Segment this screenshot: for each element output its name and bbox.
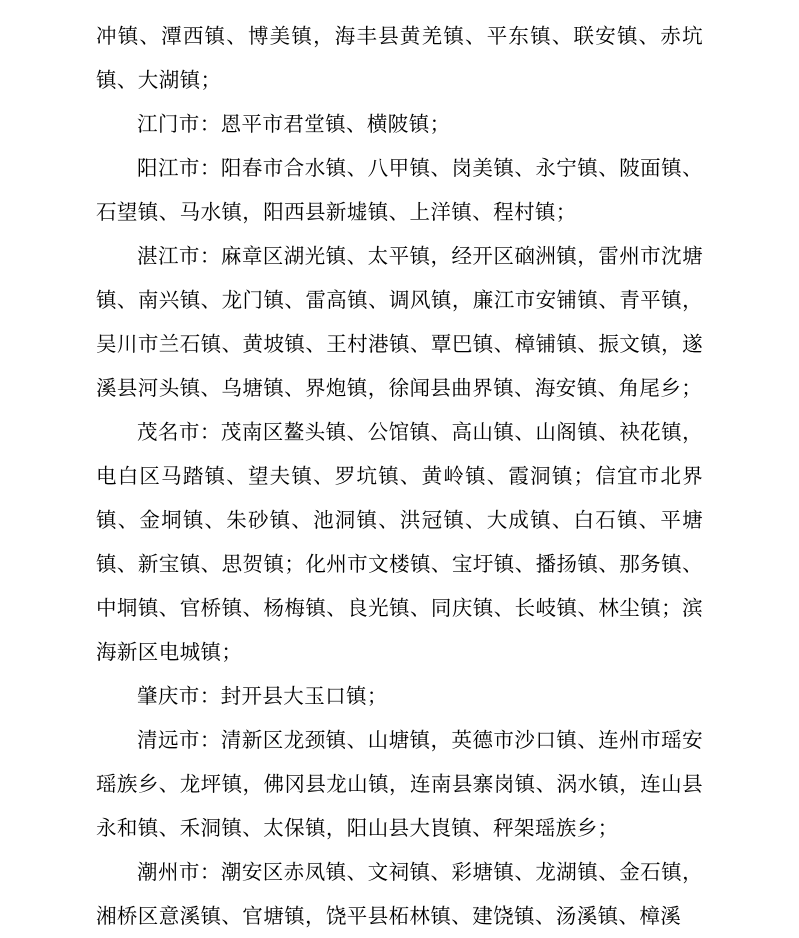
paragraph-jiangmen: 江门市：恩平市君堂镇、横陂镇； bbox=[137, 112, 451, 136]
paragraph-maoming: 茂名市：茂南区鳌头镇、公馆镇、高山镇、山阁镇、袂花镇，电白区马踏镇、望夫镇、罗坑镇、黄岭镇、霞洞镇；信宜市北界镇、金垌镇、朱砂镇、池洞镇、洪冠镇、大成镇、白石镇、平塘镇、新宝镇、思贺镇；化州市文楼镇、宝圩镇、播扬镇、那务镇、中垌镇、官桥镇、杨梅镇、良光镇、同庆镇、长岐镇、林尘镇；滨海新区电城镇； bbox=[96, 420, 703, 664]
paragraph-zhaoqing: 肇庆市：封开县大玉口镇； bbox=[137, 684, 388, 708]
document-body bbox=[96, 14, 703, 938]
paragraph-shanwei-continued: 冲镇、潭西镇、博美镇，海丰县黄羌镇、平东镇、联安镇、赤坑镇、大湖镇； bbox=[96, 24, 703, 92]
paragraph-zhanjiang: 湛江市：麻章区湖光镇、太平镇，经开区硇洲镇，雷州市沈塘镇、南兴镇、龙门镇、雷高镇、调风镇，廉江市安铺镇、青平镇，吴川市兰石镇、黄坡镇、王村港镇、覃巴镇、樟铺镇、振文镇，遂溪县河头镇、乌塘镇、界炮镇，徐闻县曲界镇、海安镇、角尾乡； bbox=[96, 244, 703, 400]
paragraph-qingyuan: 清远市：清新区龙颈镇、山塘镇，英德市沙口镇、连州市瑶安瑶族乡、龙坪镇，佛冈县龙山镇，连南县寨岗镇、涡水镇，连山县永和镇、禾洞镇、太保镇，阳山县大崀镇、秤架瑶族乡； bbox=[96, 728, 703, 840]
paragraph-yangjiang: 阳江市：阳春市合水镇、八甲镇、岗美镇、永宁镇、陂面镇、石望镇、马水镇，阳西县新墟镇、上洋镇、程村镇； bbox=[96, 156, 703, 224]
paragraph-chaozhou: 潮州市：潮安区赤凤镇、文祠镇、彩塘镇、龙湖镇、金石镇，湘桥区意溪镇、官塘镇，饶平县柘林镇、建饶镇、汤溪镇、樟溪 bbox=[96, 860, 703, 928]
